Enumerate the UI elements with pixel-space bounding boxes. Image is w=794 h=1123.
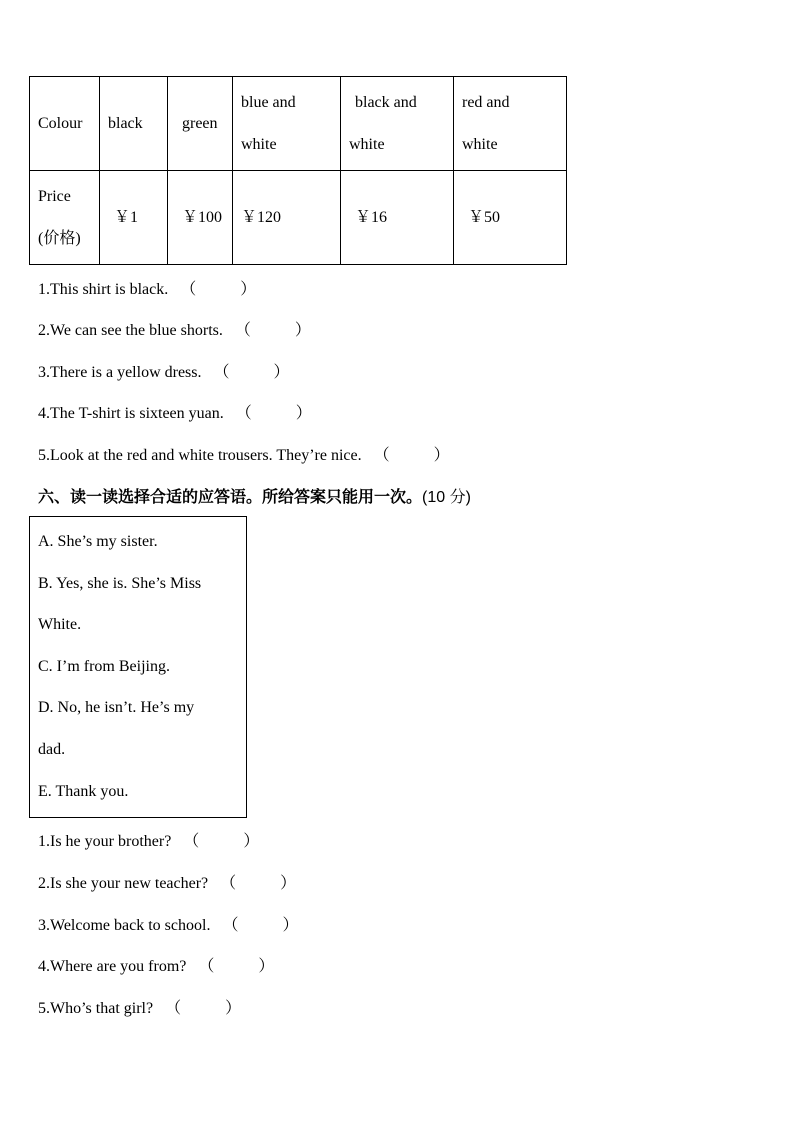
option-d-continued: dad.: [38, 741, 66, 758]
part5-question-4: 4.The T-shirt is sixteen yuan. （ ）: [38, 400, 312, 423]
colour-header-cell: Colour: [30, 77, 100, 171]
part5-question-3: 3.There is a yellow dress. （ ）: [38, 359, 290, 382]
price-cell: ￥120: [233, 171, 341, 265]
part6-question-3: 3.Welcome back to school. （ ）: [38, 912, 298, 935]
part6-question-4: 4.Where are you from? （ ）: [38, 953, 274, 976]
option-a: A. She’s my sister.: [38, 533, 158, 550]
part5-question-5: 5.Look at the red and white trousers. They’re nice. （ ）: [38, 442, 450, 465]
answer-blank[interactable]: （ ）: [220, 875, 297, 892]
price-cell: ￥1: [100, 171, 168, 265]
answer-blank[interactable]: （ ）: [222, 917, 299, 934]
colour-cell: black and white: [341, 77, 454, 171]
option-b-continued: White.: [38, 616, 82, 633]
part6-question-2: 2.Is she your new teacher? （ ）: [38, 870, 296, 893]
part5-question-1: 1.This shirt is black. （ ）: [38, 276, 256, 299]
answer-blank[interactable]: （ ）: [373, 447, 450, 464]
colour-cell: red and white: [454, 77, 567, 171]
colour-cell: green: [168, 77, 233, 171]
answer-options-box: [29, 516, 247, 818]
option-b: B. Yes, she is. She’s Miss: [38, 575, 202, 592]
colour-cell: blue and white: [233, 77, 341, 171]
section-6-heading: 六、读一读选择合适的应答语。所给答案只能用一次。(10 分): [38, 487, 471, 506]
part6-question-5: 5.Who’s that girl? （ ）: [38, 995, 241, 1018]
table-row-colour: [30, 77, 567, 171]
price-table: [29, 76, 567, 265]
price-cell: ￥100: [168, 171, 233, 265]
answer-blank[interactable]: （ ）: [213, 364, 290, 381]
colour-cell: black: [100, 77, 168, 171]
table-row-price: [30, 171, 567, 265]
price-cell: ￥50: [454, 171, 567, 265]
option-c: C. I’m from Beijing.: [38, 658, 170, 675]
option-d: D. No, he isn’t. He’s my: [38, 699, 195, 716]
answer-blank[interactable]: （ ）: [180, 281, 257, 298]
answer-blank[interactable]: （ ）: [234, 322, 311, 339]
part6-question-1: 1.Is he your brother? （ ）: [38, 828, 259, 851]
option-e: E. Thank you.: [38, 783, 129, 800]
price-header-cell: Price (价格): [30, 171, 100, 265]
answer-blank[interactable]: （ ）: [183, 833, 260, 850]
part5-question-2: 2.We can see the blue shorts. （ ）: [38, 317, 311, 340]
answer-blank[interactable]: （ ）: [198, 958, 275, 975]
answer-blank[interactable]: （ ）: [165, 1000, 242, 1017]
section-6-score: (10 分): [422, 489, 471, 506]
price-cell: ￥16: [341, 171, 454, 265]
answer-blank[interactable]: （ ）: [235, 405, 312, 422]
